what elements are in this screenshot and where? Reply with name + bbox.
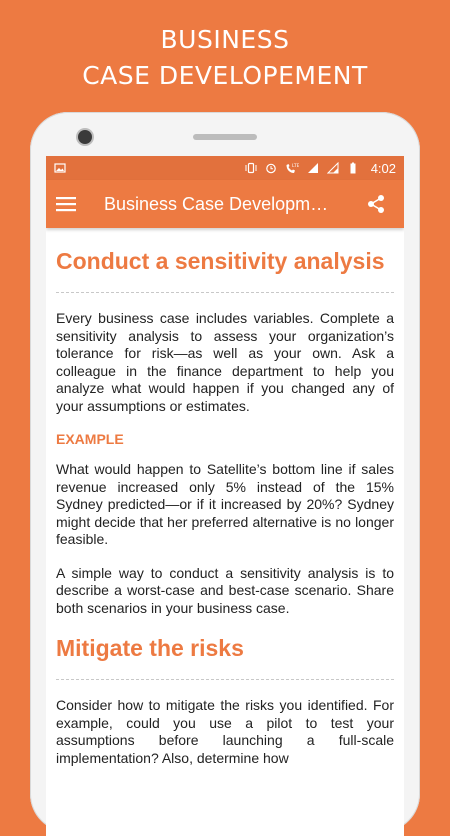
earpiece-speaker [193, 134, 257, 140]
section-title-sensitivity: Conduct a sensitivity analysis [56, 248, 385, 274]
section-title-mitigate: Mitigate the risks [56, 635, 244, 661]
phone-frame [30, 112, 420, 832]
vibrate-icon [245, 162, 257, 174]
section-divider-2 [56, 679, 394, 680]
share-button[interactable] [358, 186, 394, 222]
article-content [46, 228, 404, 767]
promo-title-line1: BUSINESS [160, 25, 290, 54]
paragraph-mitigate: Consider how to mitigate the risks you identified. For example, could you use a pilot to test your assumptions before launching a full-scale implementation? Also, determine how [56, 697, 394, 766]
share-icon [366, 194, 386, 214]
hamburger-menu-icon [56, 196, 76, 212]
app-title: Business Case Developm… [104, 193, 329, 214]
signal-icon-2 [327, 162, 339, 174]
menu-button[interactable] [56, 186, 92, 222]
promo-title-line2: CASE DEVELOPEMENT [82, 61, 368, 90]
front-camera [78, 130, 92, 144]
lte-call-icon [285, 162, 299, 174]
status-time: 4:02 [370, 160, 396, 176]
alarm-icon [265, 162, 277, 174]
paragraph-variables: Every business case includes variables. Complete a sensitivity analysis to assess your organization’s tolerance for risk—as well as your own. Ask a colleague in the finance department to help you analyze what would happen if you changed any of your assumptions or estimates. [56, 310, 394, 414]
section-divider [56, 292, 394, 293]
battery-icon [347, 162, 359, 174]
example-label: EXAMPLE [56, 431, 124, 447]
image-icon [54, 162, 66, 174]
paragraph-example: What would happen to Satellite’s bottom line if sales revenue increased only 5% instead of the 15% Sydney predicted—or if it increased by 20%? Sydney might decide that her preferred alternative is no longer feasible. [56, 461, 394, 547]
paragraph-scenarios: A simple way to conduct a sensitivity analysis is to describe a worst-case and best-case scenario. Share both scenarios in your business case. [56, 564, 394, 616]
app-bar [46, 180, 404, 228]
phone-screen [46, 156, 404, 836]
signal-icon [307, 162, 319, 174]
promo-header [0, 22, 450, 94]
status-bar [46, 156, 404, 180]
svg-text:LTE: LTE [291, 164, 299, 169]
